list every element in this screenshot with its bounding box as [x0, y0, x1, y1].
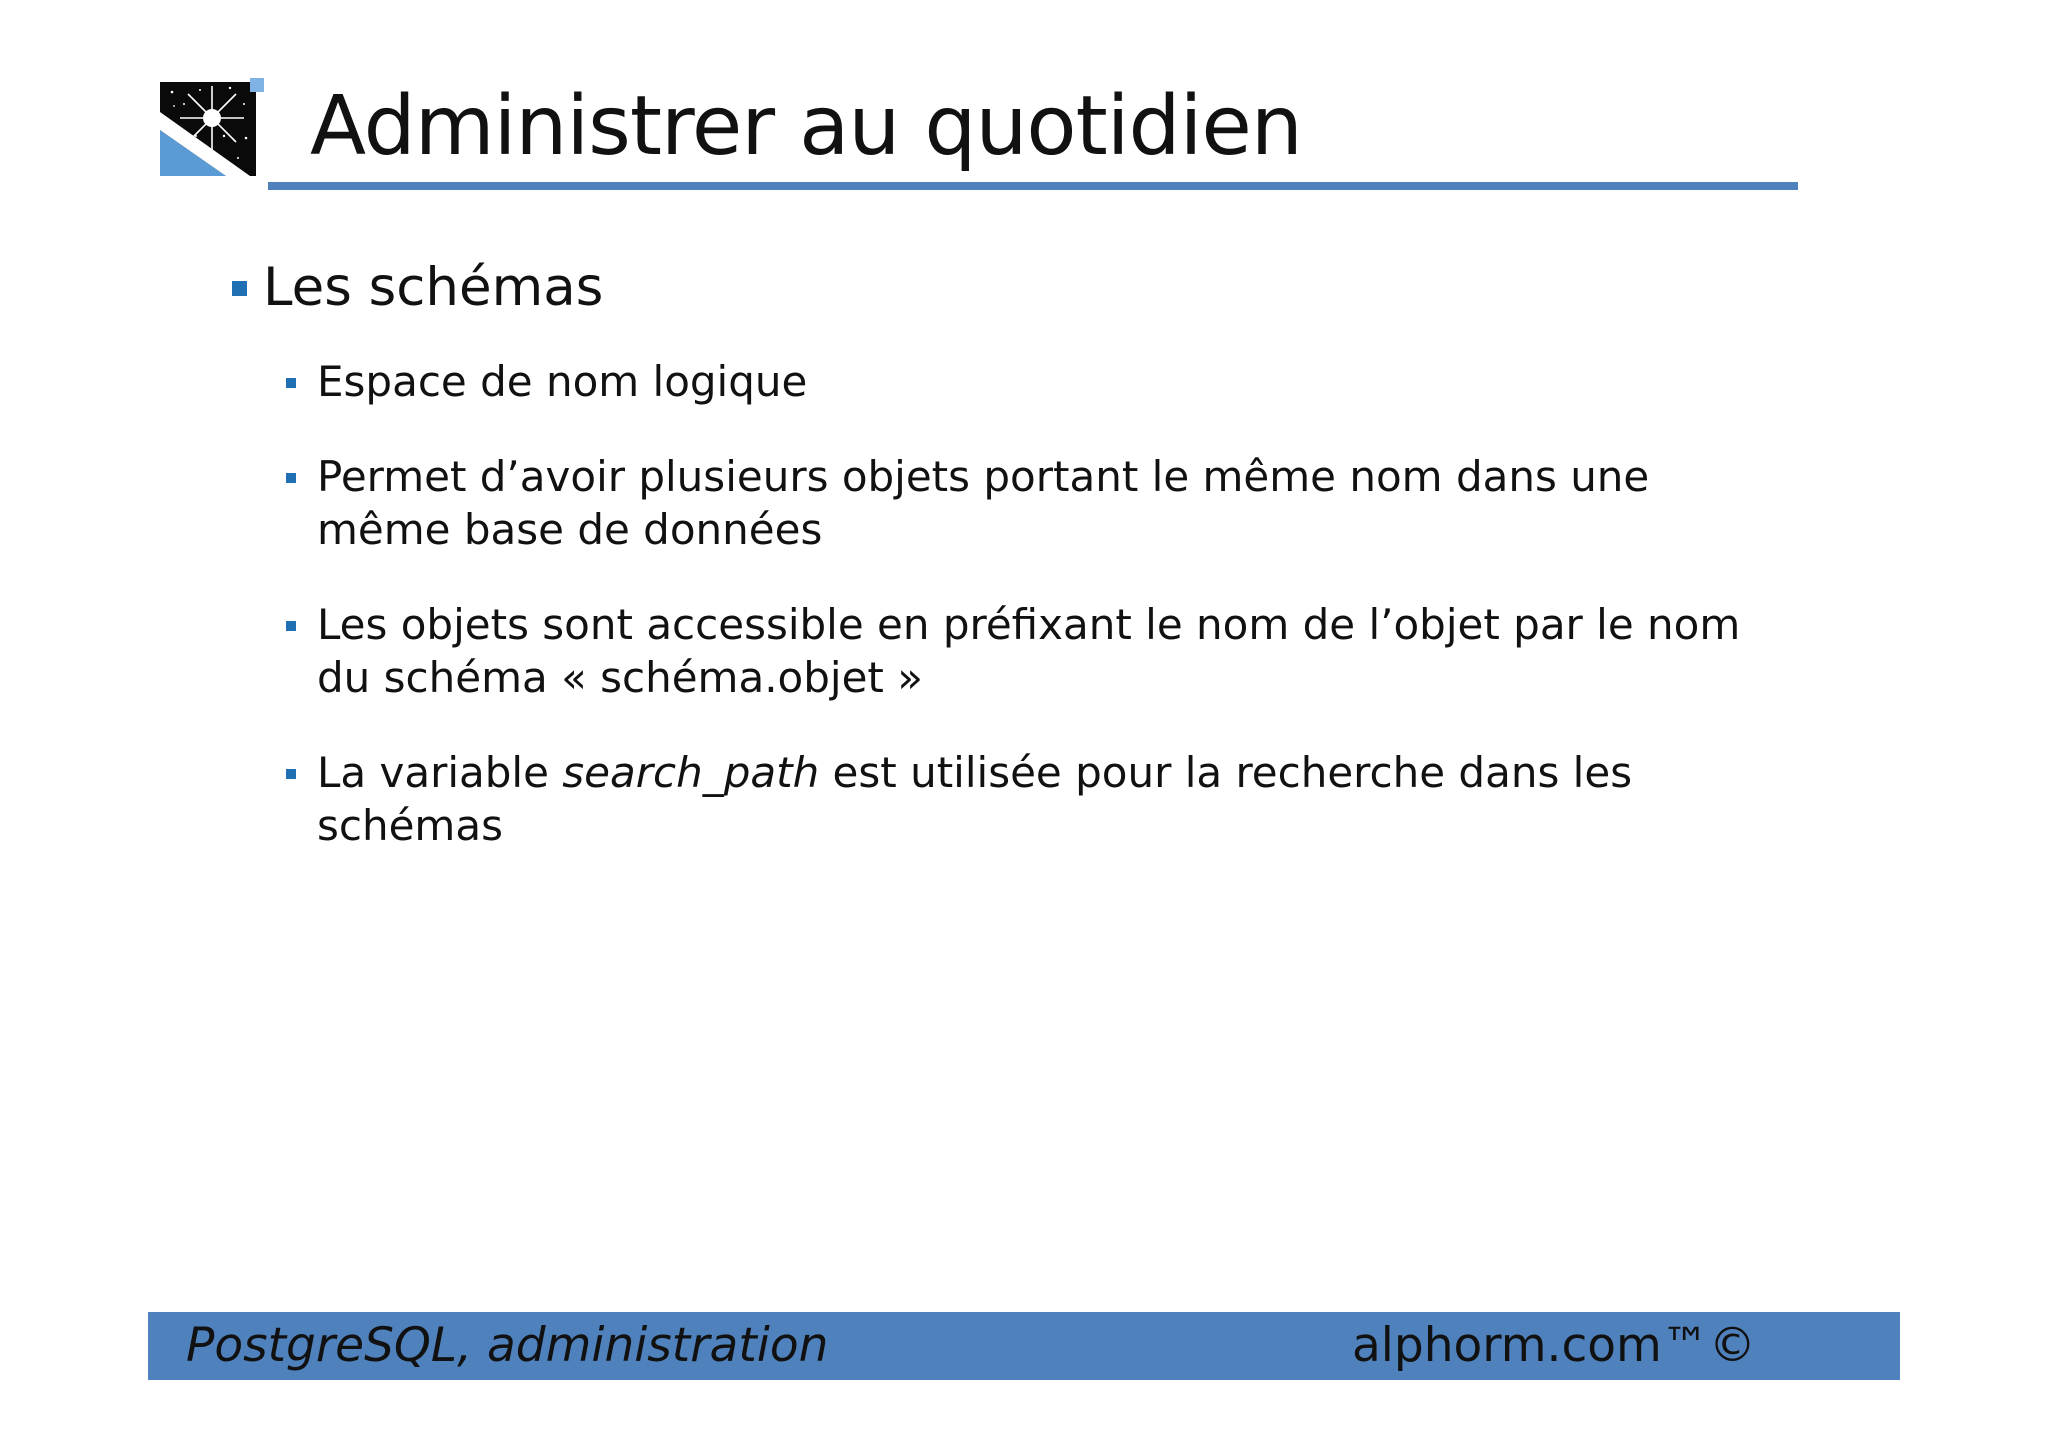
list-item-text — [317, 746, 1806, 799]
list-item-text: même base de données — [317, 505, 823, 554]
square-bullet-icon — [286, 473, 296, 483]
list-item-text: Permet d’avoir plusieurs objets portant le même nom dans une — [317, 452, 1650, 501]
bullet-list — [286, 355, 1806, 894]
section-heading: Les schémas — [263, 257, 604, 318]
bullet-level1 — [232, 252, 603, 324]
copyright-brand: alphorm.com™© — [1352, 1318, 1756, 1373]
list-item-text: schémas — [317, 801, 503, 850]
footer-bar — [148, 1312, 1900, 1380]
list-item-text: du schéma « schéma.objet » — [317, 653, 923, 702]
text-prefix: La variable — [317, 748, 563, 797]
code-variable-name: search_path — [562, 748, 820, 797]
square-bullet-icon — [286, 769, 296, 779]
page-title: Administrer au quotidien — [310, 79, 1302, 174]
square-bullet-icon — [286, 621, 296, 631]
square-bullet-icon — [232, 281, 247, 296]
list-item-text: Espace de nom logique — [317, 357, 808, 406]
square-bullet-icon — [286, 378, 296, 388]
list-item-text: Les objets sont accessible en préfixant le nom de l’objet par le nom — [317, 600, 1741, 649]
list-item — [286, 355, 1806, 408]
list-item — [286, 598, 1806, 704]
course-name: PostgreSQL, administration — [186, 1318, 829, 1373]
list-item — [286, 746, 1806, 852]
list-item — [286, 450, 1806, 556]
text-suffix: est utilisée pour la recherche dans les — [819, 748, 1633, 797]
